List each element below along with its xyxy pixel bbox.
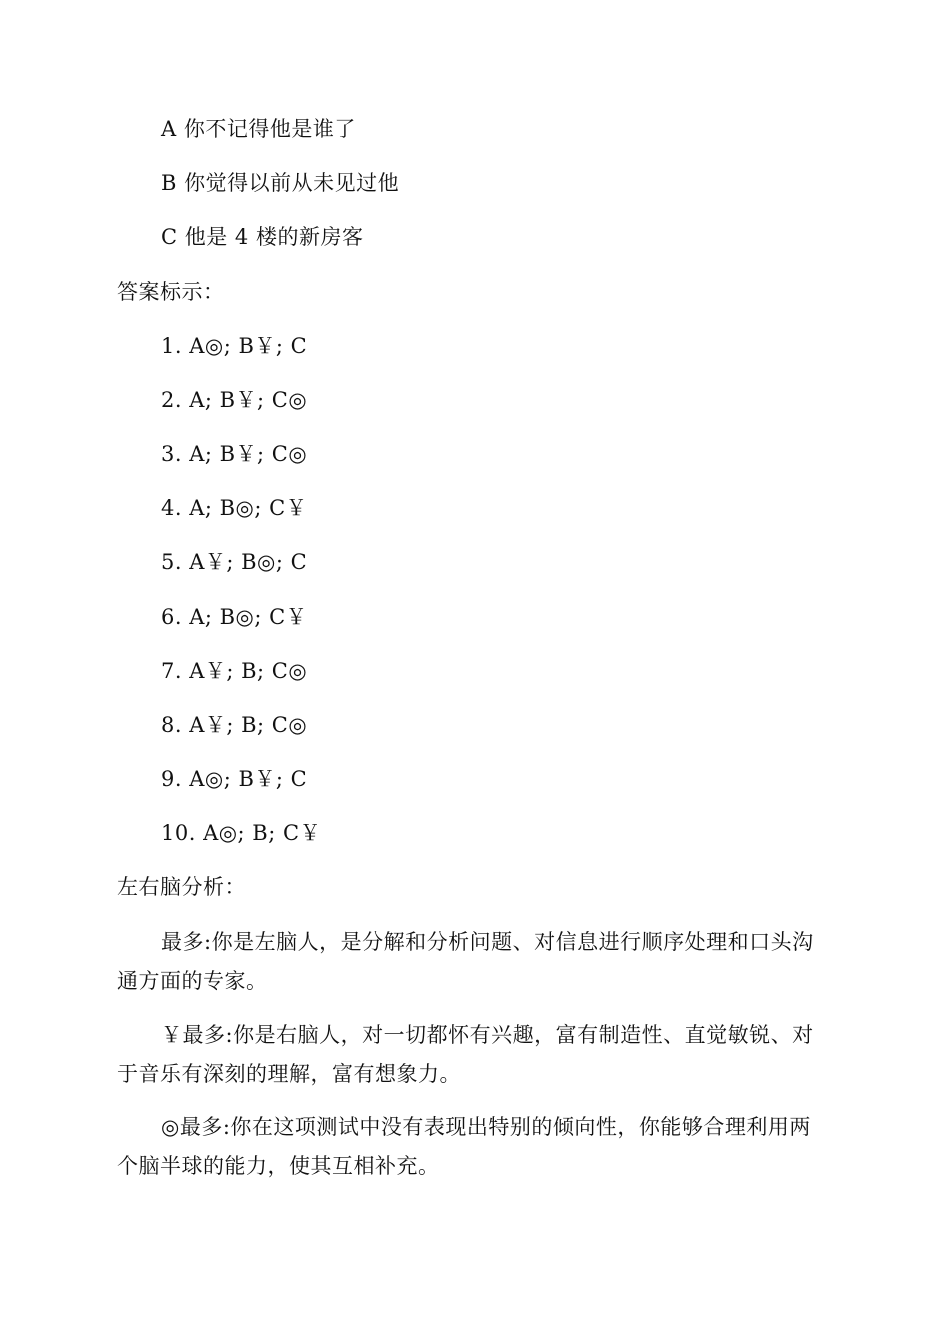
analysis-balanced: ◎最多:你在这项测试中没有表现出特别的倾向性，你能够合理利用两个脑半球的能力，使其互相补充。 xyxy=(117,1115,811,1178)
analysis-left-brain: 最多:你是左脑人，是分解和分析问题、对信息进行顺序处理和口头沟通方面的专家。 xyxy=(117,930,814,993)
answer-item-4: 4. A; B◎; C￥ xyxy=(161,496,308,520)
answer-item-8: 8. A￥; B; C◎ xyxy=(161,713,308,737)
answer-item-6: 6. A; B◎; C￥ xyxy=(161,605,308,629)
answer-item-7: 7. A￥; B; C◎ xyxy=(161,659,308,683)
option-b: B 你觉得以前从未见过他 xyxy=(161,171,400,195)
option-a: A 你不记得他是谁了 xyxy=(161,117,356,141)
answer-item-2: 2. A; B￥; C◎ xyxy=(161,388,308,412)
answer-item-1: 1. A◎; B￥; C xyxy=(161,334,308,358)
answer-item-9: 9. A◎; B￥; C xyxy=(161,767,308,791)
answer-item-3: 3. A; B￥; C◎ xyxy=(161,442,308,466)
analysis-heading: 左右脑分析： xyxy=(117,875,246,899)
analysis-right-brain: ￥最多:你是右脑人，对一切都怀有兴趣，富有制造性、直觉敏锐、对于音乐有深刻的理解，富有想象力。 xyxy=(117,1023,814,1086)
answer-item-10: 10. A◎; B; C￥ xyxy=(161,821,322,845)
option-c: C 他是 4 楼的新房客 xyxy=(161,225,364,249)
answer-item-5: 5. A￥; B◎; C xyxy=(161,550,308,574)
answer-heading: 答案标示： xyxy=(117,280,225,304)
